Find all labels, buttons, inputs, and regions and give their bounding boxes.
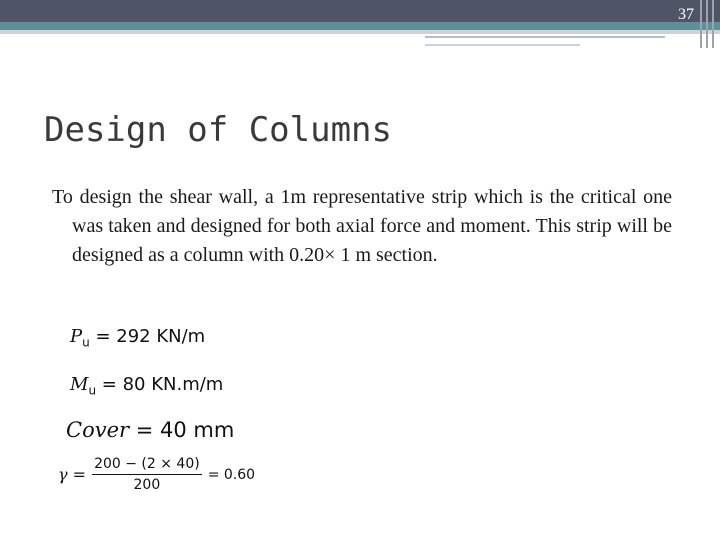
equation-variable: γ = (58, 465, 87, 484)
equation-result: = 0.60 (207, 466, 256, 483)
header-accent-bar (0, 22, 720, 30)
equation-variable: M (70, 374, 89, 395)
slide-title: Design of Columns (44, 110, 392, 150)
equation-variable: Cover (66, 418, 130, 442)
header-light-bar (0, 30, 720, 34)
decorative-stripe (700, 0, 702, 48)
header-bar (0, 0, 720, 22)
equation-subscript: u (88, 383, 97, 398)
equation-moment (70, 374, 223, 398)
decorative-stripe (712, 0, 714, 48)
equation-subscript: u (82, 335, 90, 350)
equation-variable: P (70, 326, 83, 347)
body-paragraph: To design the shear wall, a 1m representative strip which is the critical one was taken and designed for both axial force and moment. This strip will be designed as a column with 0.20× 1 m section. (52, 186, 672, 266)
equation-cover (66, 418, 234, 442)
decorative-stripe (706, 0, 708, 48)
equation-rhs: = 292 KN/m (95, 326, 206, 347)
equation-rhs: = 80 KN.m/m (101, 374, 224, 395)
header-divider-line (425, 36, 665, 38)
equation-gamma (58, 456, 255, 493)
fraction-numerator: 200 − (2 × 40) (92, 456, 202, 475)
fraction-denominator: 200 (133, 477, 161, 493)
header-divider-line-short (425, 44, 580, 46)
fraction (92, 456, 202, 493)
equation-axial-load (70, 326, 205, 350)
equation-rhs: = 40 mm (135, 418, 235, 442)
slide-number: 37 (678, 6, 694, 23)
